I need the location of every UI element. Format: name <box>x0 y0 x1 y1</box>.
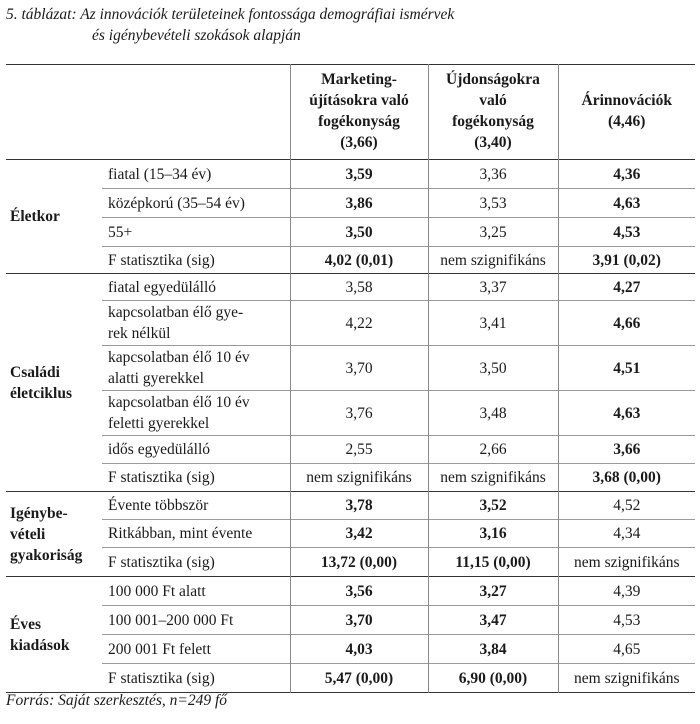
header-empty-sub <box>102 65 290 160</box>
header-line: való <box>479 92 507 109</box>
value-cell: nem szignifikáns <box>428 464 558 492</box>
table-row <box>6 664 695 693</box>
value-cell: 3,70 <box>290 346 428 391</box>
value-cell: 3,52 <box>428 492 558 520</box>
value-cell: 4,02 (0,01) <box>290 247 428 274</box>
value-cell: nem szignifikáns <box>558 664 695 693</box>
value-cell: 3,36 <box>428 160 558 189</box>
row-label: Ritkábban, mint évente <box>108 525 253 542</box>
row-label-line: alatti gyerekkel <box>108 370 204 387</box>
value-cell: nem szignifikáns <box>428 247 558 274</box>
row-label-line: kapcsolatban élő 10 év <box>108 394 250 411</box>
value-cell: 3,48 <box>428 391 558 436</box>
value-cell: nem szignifikáns <box>290 464 428 492</box>
table-row <box>6 391 695 436</box>
table-row <box>6 492 695 520</box>
header-col-ujdonsag <box>428 65 558 160</box>
group-label-line: kiadások <box>10 636 70 654</box>
value-cell: 6,90 (0,00) <box>428 664 558 693</box>
value-cell: 4,53 <box>558 606 695 635</box>
value-cell: 13,72 (0,00) <box>290 548 428 577</box>
row-label-line: feletti gyerekkel <box>108 415 210 432</box>
data-table <box>6 64 695 693</box>
row-label: fiatal egyedülálló <box>108 278 217 296</box>
group-label <box>6 492 102 577</box>
value-cell: 3,42 <box>290 520 428 548</box>
table-row <box>6 218 695 247</box>
row-label: F statisztika (sig) <box>108 669 215 687</box>
value-cell: 4,36 <box>558 160 695 189</box>
row-label: 100 001–200 000 Ft <box>108 611 234 629</box>
group-label-line: gyakoriság <box>10 546 83 564</box>
table-caption <box>6 4 696 46</box>
table-row <box>6 520 695 548</box>
table-row <box>6 548 695 577</box>
header-empty-group <box>6 65 102 160</box>
header-line: Újdonságokra <box>446 71 540 88</box>
group-label-line: Életkor <box>10 208 60 225</box>
table-row <box>6 301 695 346</box>
group-label-line: Családi <box>10 363 60 381</box>
row-label-line: rek nélkül <box>108 325 171 342</box>
table-row <box>6 189 695 218</box>
value-cell: 4,27 <box>558 274 695 301</box>
value-cell: 3,27 <box>428 577 558 606</box>
row-label: 100 000 Ft alatt <box>108 582 206 600</box>
table-row <box>6 160 695 189</box>
value-cell: 4,66 <box>558 301 695 346</box>
caption-line-1: 5. táblázat: Az innovációk területeinek fontossága demográfiai ismérvek <box>6 6 455 23</box>
value-cell: 11,15 (0,00) <box>428 548 558 577</box>
table-row <box>6 606 695 635</box>
row-label: fiatal (15–34 év) <box>108 165 212 183</box>
value-cell: 3,25 <box>428 218 558 247</box>
row-label: középkorú (35–54 év) <box>108 194 245 212</box>
table-header-row <box>6 65 695 160</box>
row-label: Évente többször <box>108 497 209 514</box>
value-cell: 3,58 <box>290 274 428 301</box>
value-cell: 3,68 (0,00) <box>558 464 695 492</box>
table-body <box>6 160 695 693</box>
row-label: F statisztika (sig) <box>108 553 215 571</box>
value-cell: nem szignifikáns <box>558 548 695 577</box>
header-col-arinnovacio <box>558 65 695 160</box>
header-line: (4,46) <box>608 113 646 130</box>
value-cell: 3,41 <box>428 301 558 346</box>
value-cell: 3,66 <box>558 436 695 464</box>
table-row <box>6 247 695 274</box>
row-label-line: kapcsolatban élő 10 év <box>108 349 250 366</box>
value-cell: 3,91 (0,02) <box>558 247 695 274</box>
header-col-marketing <box>290 65 428 160</box>
row-label <box>102 346 290 391</box>
group-label <box>6 160 102 274</box>
value-cell: 4,52 <box>558 492 695 520</box>
row-label <box>102 301 290 346</box>
table-row <box>6 274 695 301</box>
value-cell: 3,47 <box>428 606 558 635</box>
row-label: F statisztika (sig) <box>108 469 215 486</box>
source-note: Forrás: Saját szerkesztés, n=249 fő <box>6 692 227 709</box>
group-label-line: vételi <box>10 525 46 543</box>
header-line: Marketing- <box>321 71 397 88</box>
value-cell: 3,16 <box>428 520 558 548</box>
value-cell: 4,03 <box>290 635 428 664</box>
value-cell: 4,63 <box>558 189 695 218</box>
value-cell: 4,65 <box>558 635 695 664</box>
table-row <box>6 346 695 391</box>
header-line: fogékonyság <box>318 113 400 130</box>
header-line: fogékonyság <box>452 113 534 130</box>
value-cell: 3,37 <box>428 274 558 301</box>
value-cell: 2,55 <box>290 436 428 464</box>
header-line: Árinnovációk <box>581 92 672 109</box>
value-cell: 4,53 <box>558 218 695 247</box>
row-label: F statisztika (sig) <box>108 251 215 269</box>
group-label-line: Éves <box>10 615 41 633</box>
value-cell: 3,53 <box>428 189 558 218</box>
value-cell: 4,34 <box>558 520 695 548</box>
group-label <box>6 577 102 693</box>
table-row <box>6 635 695 664</box>
value-cell: 5,47 (0,00) <box>290 664 428 693</box>
header-line: (3,66) <box>340 134 378 151</box>
value-cell: 4,63 <box>558 391 695 436</box>
value-cell: 4,51 <box>558 346 695 391</box>
row-label: 200 001 Ft felett <box>108 640 211 658</box>
group-label-line: Igénybe- <box>10 504 68 522</box>
value-cell: 3,50 <box>290 218 428 247</box>
header-line: újításokra való <box>309 92 409 109</box>
value-cell: 2,66 <box>428 436 558 464</box>
caption-line-2: és igénybevételi szokások alapján <box>92 27 301 44</box>
row-label <box>102 391 290 436</box>
value-cell: 3,86 <box>290 189 428 218</box>
table-row <box>6 464 695 492</box>
table-row <box>6 436 695 464</box>
value-cell: 3,78 <box>290 492 428 520</box>
value-cell: 3,84 <box>428 635 558 664</box>
row-label: 55+ <box>108 223 133 241</box>
group-label <box>6 274 102 492</box>
value-cell: 3,56 <box>290 577 428 606</box>
value-cell: 4,39 <box>558 577 695 606</box>
value-cell: 3,76 <box>290 391 428 436</box>
value-cell: 3,70 <box>290 606 428 635</box>
table-row <box>6 577 695 606</box>
header-line: (3,40) <box>474 134 512 151</box>
row-label: idős egyedülálló <box>108 441 211 458</box>
row-label-line: kapcsolatban élő gye- <box>108 304 244 321</box>
group-label-line: életciklus <box>10 384 72 402</box>
value-cell: 4,22 <box>290 301 428 346</box>
value-cell: 3,50 <box>428 346 558 391</box>
value-cell: 3,59 <box>290 160 428 189</box>
